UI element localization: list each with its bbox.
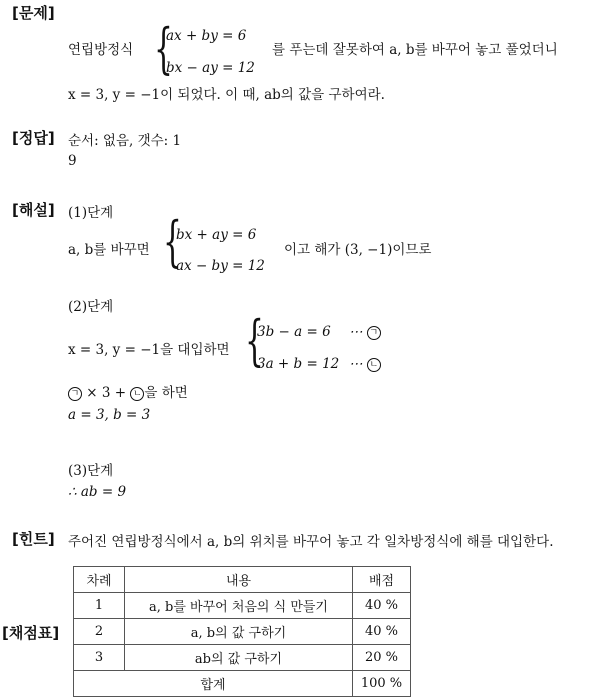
step1-brace: { [163, 210, 182, 273]
step1-eq1: bx + ay = 6 [176, 227, 257, 243]
answer-meta: 순서: 없음, 갯수: 1 [68, 133, 182, 149]
table-row [74, 619, 411, 645]
ellipsis-1: ⋯ [349, 324, 363, 340]
hint-text: 주어진 연립방정식에서 a, b의 위치를 바꾸어 놓고 각 일차방정식에 해를 대입한다. [68, 534, 554, 550]
hint-label: [힌트] [12, 530, 55, 548]
problem-eq2: bx − ay = 12 [166, 60, 255, 76]
step1-eq2: ax − by = 12 [176, 258, 265, 274]
row-score: 40 % [353, 619, 411, 645]
step2-brace: { [245, 309, 264, 372]
row-content: ab의 값 구하기 [125, 645, 353, 671]
problem-eq1: ax + by = 6 [166, 28, 247, 44]
step2-op-end: 을 하면 [144, 385, 188, 401]
row-score: 40 % [353, 593, 411, 619]
step2-operation [68, 381, 188, 401]
problem-suffix: 를 푸는데 잘못하여 a, b를 바꾸어 놓고 풀었더니 [272, 42, 558, 58]
table-row [74, 593, 411, 619]
table-header-row [74, 567, 411, 593]
step2-result: a = 3, b = 3 [68, 407, 151, 423]
circled-mark-2: ㄴ [367, 358, 381, 372]
problem-label: [문제] [12, 4, 55, 22]
row-content: a, b의 값 구하기 [125, 619, 353, 645]
header-order: 차례 [74, 567, 125, 593]
table-row [74, 645, 411, 671]
scoring-label: [채점표] [2, 624, 60, 642]
circled-mark-1b: ㄱ [68, 387, 82, 401]
step1-suffix: 이고 해가 (3, −1)이므로 [284, 242, 432, 258]
circled-mark-1: ㄱ [367, 326, 381, 340]
problem-prefix: 연립방정식 [68, 42, 134, 58]
header-content: 내용 [125, 567, 353, 593]
circled-mark-2b: ㄴ [130, 387, 144, 401]
ellipsis-2: ⋯ [349, 356, 363, 372]
step2-tag1 [349, 324, 381, 340]
solution-label: [해설] [12, 201, 55, 219]
step2-eq2: 3a + b = 12 [257, 356, 340, 372]
answer-value: 9 [68, 153, 77, 169]
step2-tag2 [349, 356, 381, 372]
problem-line2: x = 3, y = −1이 되었다. 이 때, ab의 값을 구하여라. [68, 87, 385, 103]
row-content: a, b를 바꾸어 처음의 식 만들기 [125, 593, 353, 619]
step1-prefix: a, b를 바꾸면 [68, 242, 150, 258]
total-label: 합계 [74, 671, 353, 697]
total-value: 100 % [353, 671, 411, 697]
row-order: 3 [74, 645, 125, 671]
table-total-row [74, 671, 411, 697]
step2-op-mid: × 3 + [86, 385, 127, 401]
header-score: 배점 [353, 567, 411, 593]
row-score: 20 % [353, 645, 411, 671]
step1-title: (1)단계 [68, 205, 114, 221]
scoring-table [73, 566, 411, 697]
row-order: 1 [74, 593, 125, 619]
problem-brace: { [154, 17, 173, 80]
step2-eq1: 3b − a = 6 [257, 324, 331, 340]
step2-prefix: x = 3, y = −1을 대입하면 [68, 342, 230, 358]
row-order: 2 [74, 619, 125, 645]
step2-title: (2)단계 [68, 299, 114, 315]
step3-result: ∴ ab = 9 [68, 484, 127, 500]
answer-label: [정답] [12, 129, 55, 147]
step3-title: (3)단계 [68, 463, 114, 479]
